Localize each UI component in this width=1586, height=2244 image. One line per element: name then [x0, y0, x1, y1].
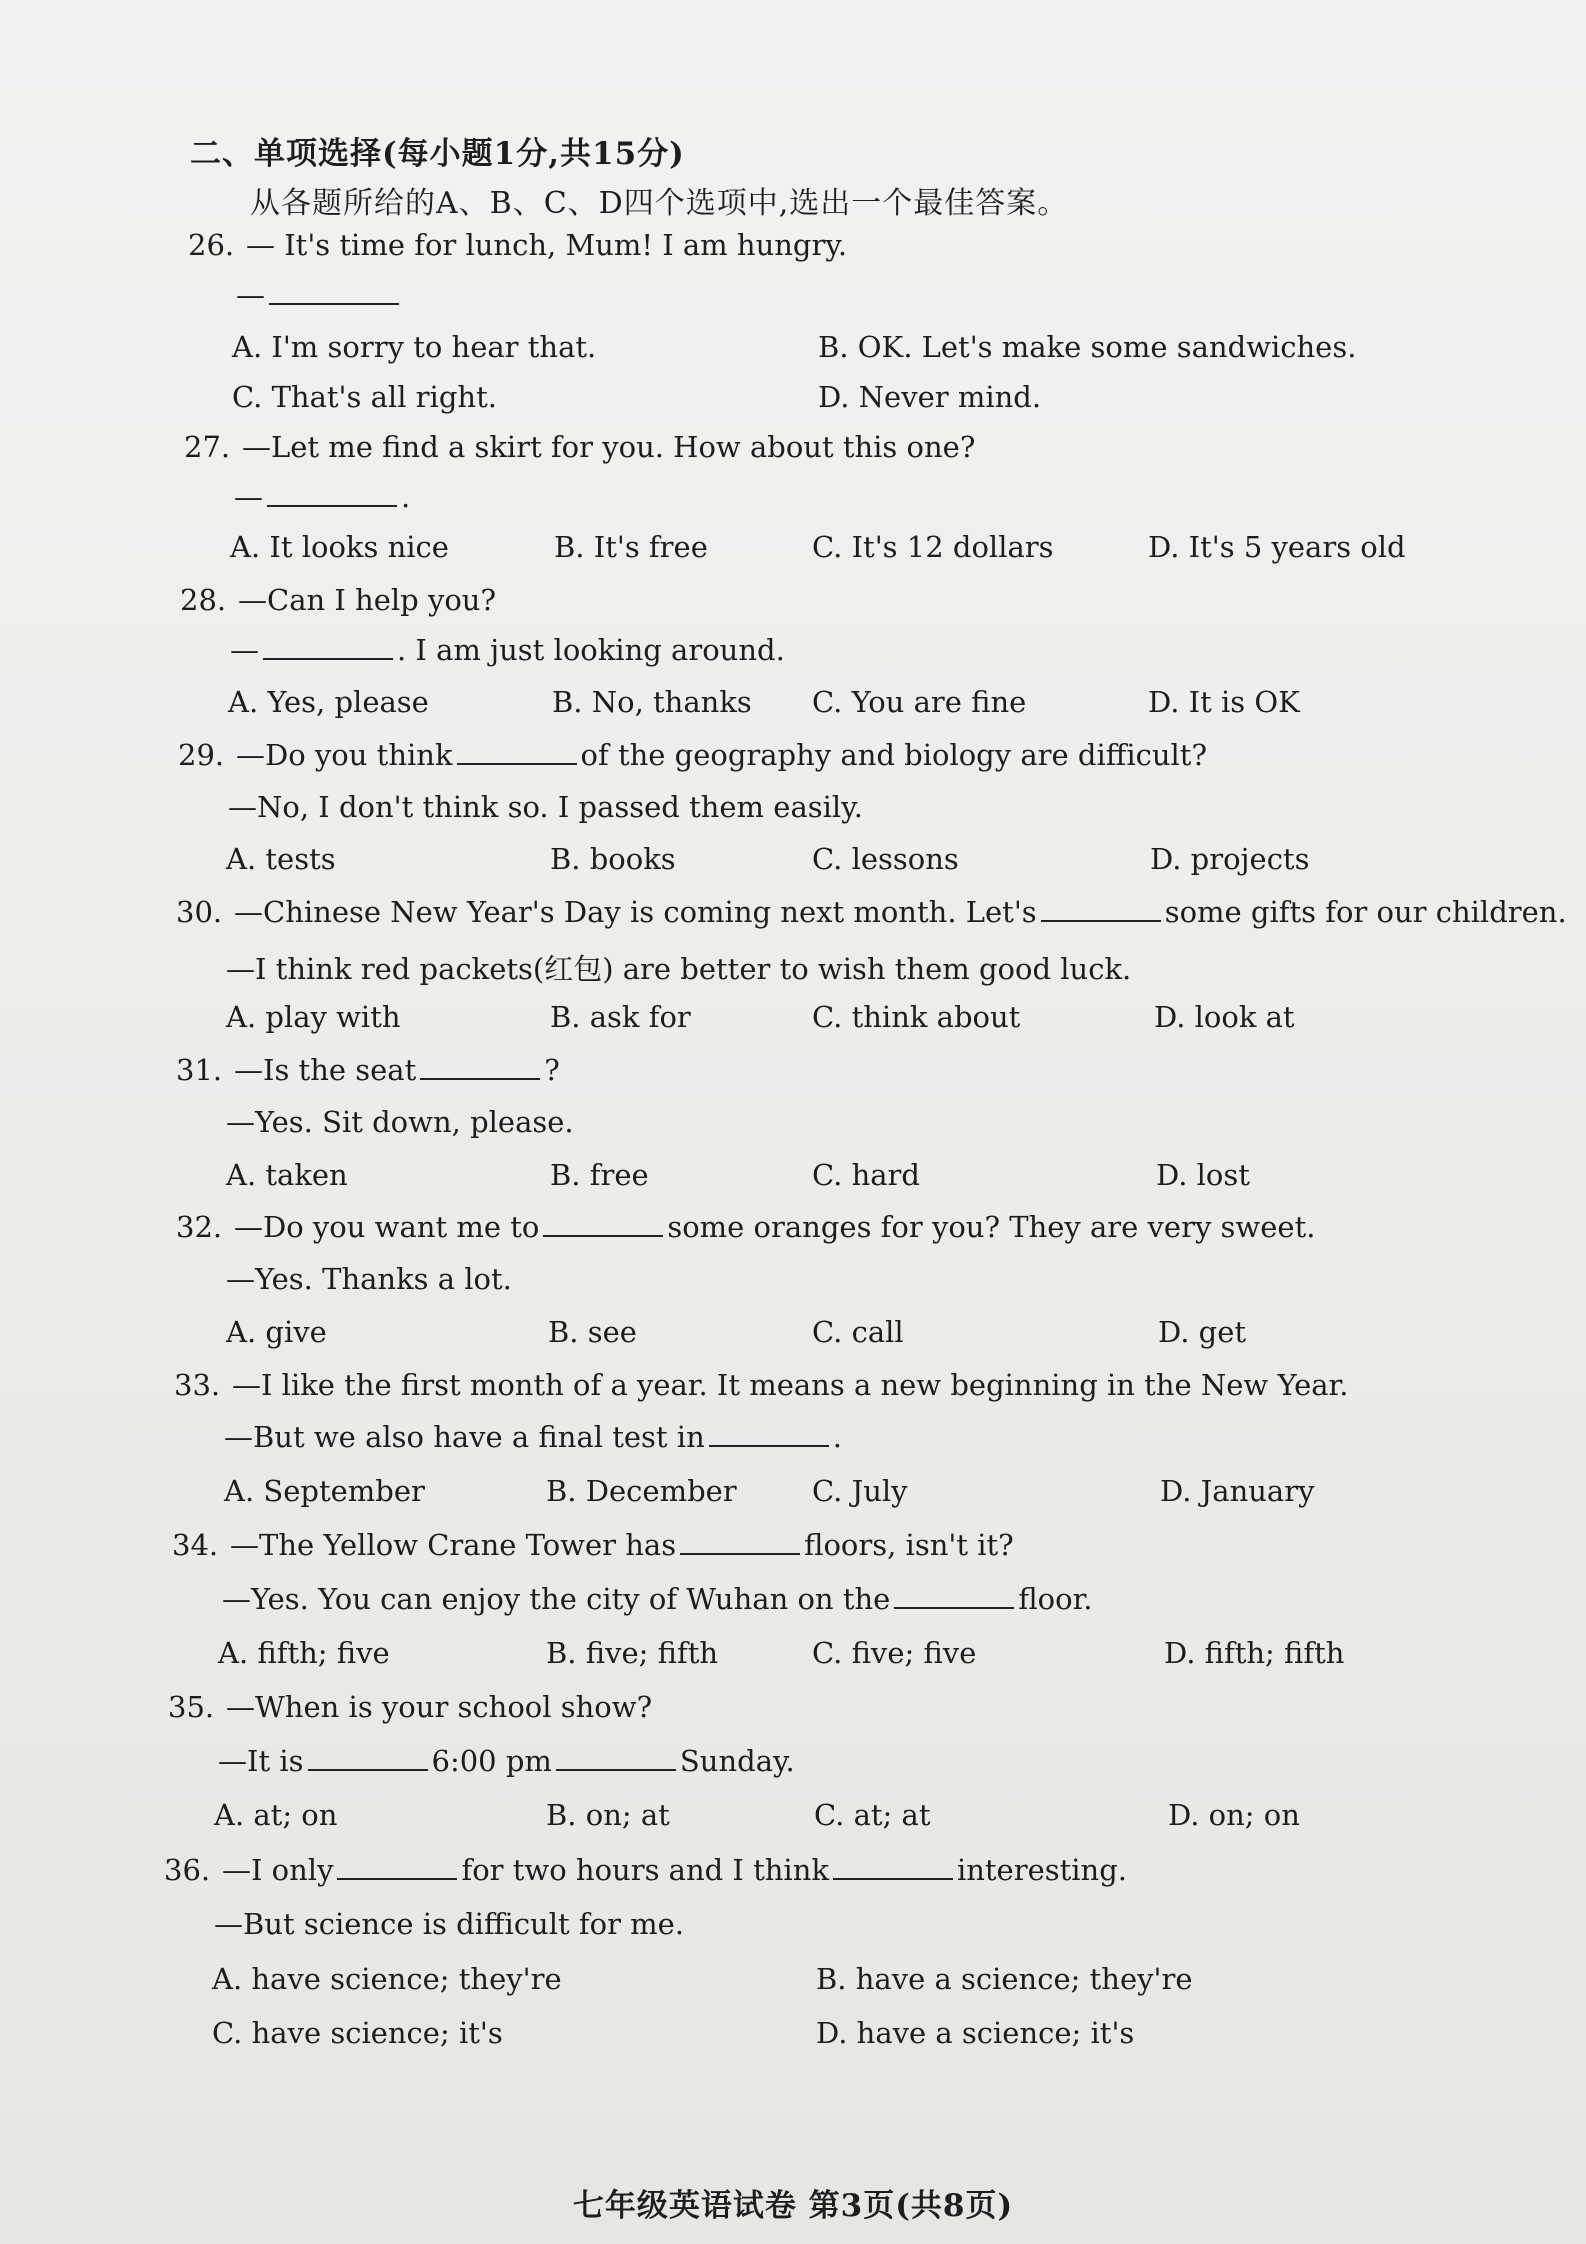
answer-blank [420, 1056, 540, 1080]
question-32-option-b: B. see [548, 1315, 637, 1349]
question-36-option-c: C. have science; it's [212, 2016, 503, 2050]
question-34-option-a: A. fifth; five [218, 1636, 390, 1670]
question-29-option-a: A. tests [226, 842, 336, 876]
question-32-option-c: C. call [812, 1315, 904, 1349]
question-32-line2: —Yes. Thanks a lot. [226, 1262, 512, 1296]
question-26-option-d: D. Never mind. [818, 380, 1042, 414]
question-31-line1: 31. —Is the seat ? [176, 1053, 560, 1087]
question-30-option-d: D. look at [1154, 1000, 1295, 1034]
question-31-line2: —Yes. Sit down, please. [226, 1105, 574, 1139]
answer-blank [308, 1747, 428, 1771]
question-30-line2: —I think red packets(红包) are better to wish them good luck. [226, 952, 1132, 986]
question-30-line1: 30. —Chinese New Year's Day is coming next month. Let's some gifts for our children. [176, 895, 1567, 929]
question-32-option-d: D. get [1158, 1315, 1247, 1349]
question-26-option-b: B. OK. Let's make some sandwiches. [818, 330, 1357, 364]
section-title: 二、单项选择(每小题1分,共15分) [190, 136, 685, 172]
question-28-line2: — . I am just looking around. [230, 633, 785, 667]
question-28-option-c: C. You are fine [812, 685, 1027, 719]
question-28-option-b: B. No, thanks [552, 685, 752, 719]
page-footer: 七年级英语试卷 第3页(共8页) [572, 2188, 1014, 2224]
question-36-line2: —But science is difficult for me. [214, 1907, 685, 1941]
question-33-line1: 33. —I like the first month of a year. It means a new beginning in the New Year. [174, 1368, 1349, 1402]
question-31-option-b: B. free [550, 1158, 649, 1192]
answer-blank [337, 1856, 457, 1880]
question-35-option-c: C. at; at [814, 1798, 931, 1832]
question-26-line1: 26. — It's time for lunch, Mum! I am hungry. [188, 228, 848, 262]
question-31-option-d: D. lost [1156, 1158, 1250, 1192]
question-33-line2: —But we also have a final test in . [224, 1420, 842, 1454]
question-35-line2: —It is 6:00 pm Sunday. [218, 1744, 795, 1778]
question-27-option-c: C. It's 12 dollars [812, 530, 1054, 564]
question-31-option-c: C. hard [812, 1158, 920, 1192]
question-29-option-c: C. lessons [812, 842, 959, 876]
answer-blank [833, 1856, 953, 1880]
question-28-line1: 28. —Can I help you? [180, 583, 497, 617]
question-33-option-a: A. September [224, 1474, 425, 1508]
question-34-option-b: B. five; fifth [546, 1636, 719, 1670]
question-27-line2: — . [234, 480, 411, 514]
question-36-option-d: D. have a science; it's [816, 2016, 1135, 2050]
question-26-line2: — [236, 278, 403, 312]
question-31-option-a: A. taken [226, 1158, 348, 1192]
question-33-option-c: C. July [812, 1474, 908, 1508]
question-35-option-d: D. on; on [1168, 1798, 1300, 1832]
answer-blank [263, 636, 393, 660]
question-29-line2: —No, I don't think so. I passed them easily. [228, 790, 863, 824]
question-36-option-b: B. have a science; they're [816, 1962, 1193, 1996]
question-33-option-d: D. January [1160, 1474, 1315, 1508]
question-34-line2: —Yes. You can enjoy the city of Wuhan on the floor. [222, 1582, 1093, 1616]
question-26-option-a: A. I'm sorry to hear that. [232, 330, 597, 364]
answer-blank [894, 1585, 1014, 1609]
question-27-line1: 27. —Let me find a skirt for you. How about this one? [184, 430, 976, 464]
question-32-line1: 32. —Do you want me to some oranges for you? They are very sweet. [176, 1210, 1316, 1244]
question-35-line1: 35. —When is your school show? [168, 1690, 653, 1724]
question-30-option-b: B. ask for [550, 1000, 691, 1034]
question-32-option-a: A. give [226, 1315, 327, 1349]
question-30-option-a: A. play with [226, 1000, 401, 1034]
answer-blank [680, 1531, 800, 1555]
question-34-line1: 34. —The Yellow Crane Tower has floors, isn't it? [172, 1528, 1014, 1562]
answer-blank [556, 1747, 676, 1771]
question-36-option-a: A. have science; they're [212, 1962, 562, 1996]
answer-blank [543, 1213, 663, 1237]
question-27-option-a: A. It looks nice [230, 530, 449, 564]
question-33-option-b: B. December [546, 1474, 737, 1508]
question-36-line1: 36. —I only for two hours and I think interesting. [164, 1853, 1128, 1887]
question-35-option-b: B. on; at [546, 1798, 670, 1832]
question-35-option-a: A. at; on [214, 1798, 338, 1832]
answer-blank [457, 741, 577, 765]
question-34-option-c: C. five; five [812, 1636, 977, 1670]
question-28-option-a: A. Yes, please [228, 685, 429, 719]
question-28-option-d: D. It is OK [1148, 685, 1300, 719]
answer-blank [269, 281, 399, 305]
question-30-option-c: C. think about [812, 1000, 1021, 1034]
answer-blank [1041, 898, 1161, 922]
question-34-option-d: D. fifth; fifth [1164, 1636, 1345, 1670]
question-27-option-d: D. It's 5 years old [1148, 530, 1406, 564]
question-29-option-b: B. books [550, 842, 676, 876]
question-29-option-d: D. projects [1150, 842, 1310, 876]
question-27-option-b: B. It's free [554, 530, 708, 564]
answer-blank [267, 483, 397, 507]
question-29-line1: 29. —Do you think of the geography and biology are difficult? [178, 738, 1207, 772]
section-instruction: 从各题所给的A、B、C、D四个选项中,选出一个最佳答案。 [250, 186, 1069, 221]
question-26-option-c: C. That's all right. [232, 380, 497, 414]
answer-blank [709, 1423, 829, 1447]
